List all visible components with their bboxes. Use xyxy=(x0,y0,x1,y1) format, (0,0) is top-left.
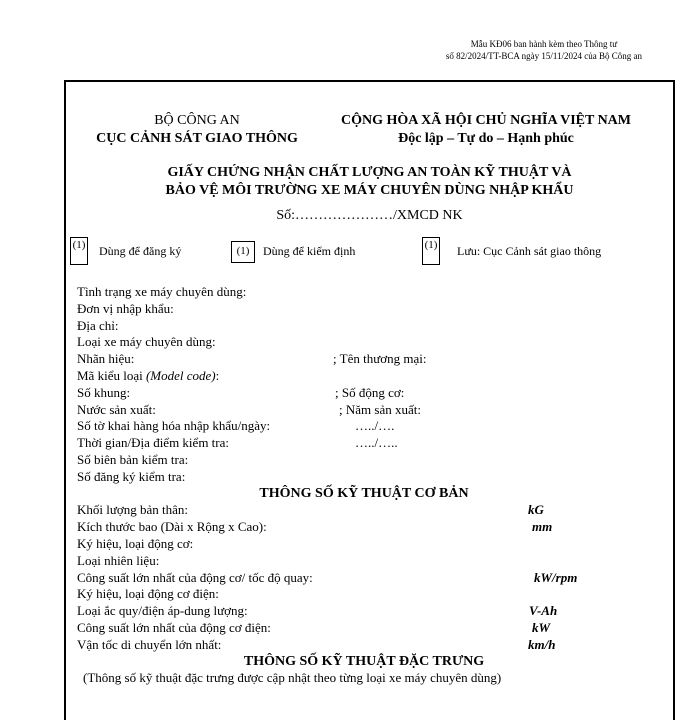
national-motto-block xyxy=(328,112,644,148)
spec-row xyxy=(77,502,673,519)
spec-label: Công suất lớn nhất của động cơ điện: xyxy=(77,619,271,635)
certificate-number: Số:…………………/XMCD NK xyxy=(276,208,463,223)
field-label-country: Nước sản xuất: xyxy=(77,401,156,417)
spec-label: Loại nhiên liệu: xyxy=(77,552,160,568)
spec-unit: km/h xyxy=(528,636,556,652)
special-specs-note-row xyxy=(77,670,673,687)
spec-unit: kG xyxy=(528,502,544,518)
issuer-block xyxy=(80,112,314,148)
spec-unit: kW/rpm xyxy=(534,569,578,585)
field-row-brand xyxy=(77,351,673,368)
copy-checkbox-inspection[interactable]: (1) xyxy=(231,241,255,263)
spec-row xyxy=(77,620,673,637)
field-row-chassis xyxy=(77,385,673,402)
model-code-text: Mã kiểu loại xyxy=(77,367,146,383)
document-title-line1: GIẤY CHỨNG NHẬN CHẤT LƯỢNG AN TOÀN KỸ THUẬT VÀ xyxy=(167,165,572,180)
field-label-engine-number: ; Số động cơ: xyxy=(335,384,405,400)
field-label-year: ; Năm sản xuất: xyxy=(339,401,421,417)
spec-row xyxy=(77,603,673,620)
certificate-frame xyxy=(64,80,675,720)
spec-label: Vận tốc di chuyển lớn nhất: xyxy=(77,636,222,652)
field-label-trade-name: ; Tên thương mại: xyxy=(333,351,427,367)
section-heading-special-specs: THÔNG SỐ KỸ THUẬT ĐẶC TRƯNG xyxy=(243,653,485,669)
spec-label: Công suất lớn nhất của động cơ/ tốc độ quay: xyxy=(77,569,313,585)
ministry-name: BỘ CÔNG AN xyxy=(154,113,240,128)
copy-checkbox-archive[interactable]: (1) xyxy=(422,237,440,265)
spec-row xyxy=(77,586,673,603)
spec-label: Khối lượng bản thân: xyxy=(77,502,189,518)
spec-unit: kW xyxy=(532,619,551,635)
spec-label: Kích thước bao (Dài x Rộng x Cao): xyxy=(77,519,267,535)
model-code-colon: : xyxy=(215,367,220,383)
field-row-country xyxy=(77,402,673,419)
field-label-importer: Đơn vị nhập khẩu: xyxy=(77,300,174,316)
section-heading-basic-specs: THÔNG SỐ KỸ THUẬT CƠ BẢN xyxy=(259,485,469,501)
spec-label: Ký hiệu, loại động cơ: xyxy=(77,535,194,551)
department-name: CỤC CẢNH SÁT GIAO THÔNG xyxy=(96,131,298,146)
field-label-inspection-time: Thời gian/Địa điểm kiểm tra: xyxy=(77,435,230,451)
copy-checkbox-registration[interactable]: (1) xyxy=(70,237,88,265)
field-row-condition xyxy=(77,284,673,301)
spec-row xyxy=(77,536,673,553)
field-label-condition: Tình trạng xe máy chuyên dùng: xyxy=(77,284,247,299)
field-row-address xyxy=(77,318,673,335)
vehicle-info-section xyxy=(77,284,673,687)
section-heading-row-special xyxy=(77,654,673,671)
copy-label-inspection: Dùng để kiểm định xyxy=(263,244,356,258)
field-row-vehicle-type xyxy=(77,334,673,351)
field-row-registration-number xyxy=(77,469,673,486)
field-row-customs-declaration xyxy=(77,418,673,435)
spec-label: Ký hiệu, loại động cơ điện: xyxy=(77,586,219,602)
section-heading-row-basic xyxy=(77,486,673,503)
special-specs-note: (Thông số kỹ thuật đặc trưng được cập nhật theo từng loại xe máy chuyên dùng) xyxy=(83,670,502,686)
form-template-note xyxy=(446,38,642,62)
field-value-customs-declaration: …../…. xyxy=(355,418,395,434)
field-label-registration-number: Số đăng ký kiểm tra: xyxy=(77,468,186,484)
spec-row xyxy=(77,637,673,654)
document-title-line2: BẢO VỆ MÔI TRƯỜNG XE MÁY CHUYÊN DÙNG NHẬP KHẨU xyxy=(165,183,574,198)
field-row-model-code xyxy=(77,368,673,385)
model-code-italic: (Model code) xyxy=(145,367,216,383)
field-label-vehicle-type: Loại xe máy chuyên dùng: xyxy=(77,334,216,350)
field-row-report-number xyxy=(77,452,673,469)
field-label-chassis: Số khung: xyxy=(77,384,131,400)
field-label-brand: Nhãn hiệu: xyxy=(77,351,135,367)
field-row-importer xyxy=(77,301,673,318)
field-label-model-code xyxy=(77,368,219,385)
spec-label: Loại ắc quy/điện áp-dung lượng: xyxy=(77,603,248,619)
template-note-line1: Mẫu KĐ06 ban hành kèm theo Thông tư xyxy=(470,39,618,49)
spec-row xyxy=(77,519,673,536)
spec-row xyxy=(77,553,673,570)
field-label-customs-declaration: Số tờ khai hàng hóa nhập khẩu/ngày: xyxy=(77,418,271,434)
field-value-inspection-time: …../….. xyxy=(355,435,398,451)
copy-label-archive: Lưu: Cục Cảnh sát giao thông xyxy=(457,244,602,258)
spec-row xyxy=(77,570,673,587)
country-name: CỘNG HÒA XÃ HỘI CHỦ NGHĨA VIỆT NAM xyxy=(340,113,631,128)
field-row-inspection-time xyxy=(77,435,673,452)
field-label-address: Địa chỉ: xyxy=(77,317,119,333)
spec-unit: V-Ah xyxy=(529,603,558,619)
spec-unit: mm xyxy=(532,519,553,535)
template-note-line2: số 82/2024/TT-BCA ngày 15/11/2024 của Bộ Công an xyxy=(445,51,642,61)
field-label-report-number: Số biên bản kiểm tra: xyxy=(77,451,189,467)
national-motto: Độc lập – Tự do – Hạnh phúc xyxy=(398,131,574,146)
copy-label-registration: Dùng để đăng ký xyxy=(99,244,182,258)
